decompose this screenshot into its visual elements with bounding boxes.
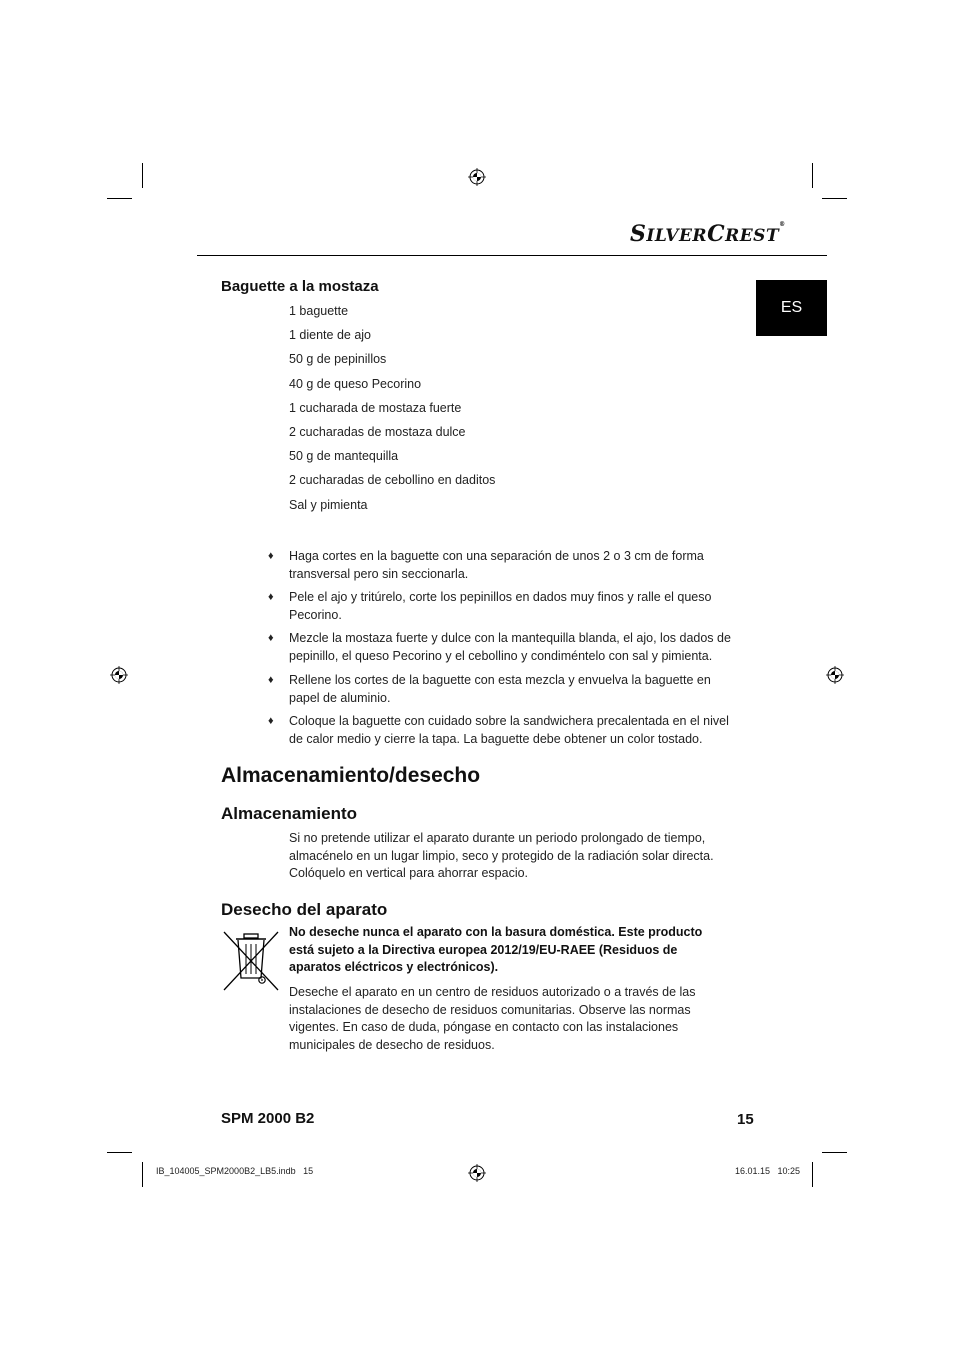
step-item (268, 548, 738, 583)
crop-mark (822, 198, 847, 199)
ingredient-item: 2 cucharadas de cebollino en daditos (289, 473, 496, 488)
ingredient-item: 40 g de queso Pecorino (289, 376, 422, 391)
ingredient-item: 1 cucharada de mostaza fuerte (289, 400, 462, 415)
registration-mark-icon (826, 666, 844, 684)
recipe-title: Baguette a la mostaza (221, 278, 379, 295)
bullet-icon: ♦ (268, 674, 274, 686)
bullet-icon: ♦ (268, 591, 274, 603)
ingredient-item: 1 baguette (289, 304, 349, 318)
language-tab: ES (756, 280, 827, 336)
slug-date: 16.01.15 10:25 (735, 1166, 801, 1176)
step-item (268, 672, 738, 707)
disposal-heading: Desecho del aparato (221, 900, 388, 919)
storage-heading: Almacenamiento (221, 804, 358, 823)
slug-file: IB_104005_SPM2000B2_LB5.indb 15 (156, 1166, 314, 1176)
crop-mark (822, 1152, 847, 1153)
page-number: 15 (737, 1111, 754, 1128)
registration-mark-icon (468, 168, 486, 186)
ingredient-item: 1 diente de ajo (289, 328, 372, 343)
crop-mark (107, 1152, 132, 1153)
step-item (268, 713, 738, 748)
step-text: Coloque la baguette con cuidado sobre la sandwichera precalentada en el nivel de calor medio y cierre la tapa. La baguette debe obtener un color tostado. (289, 714, 729, 746)
step-text: Pele el ajo y tritúrelo, corte los pepinillos en dados muy finos y ralle el queso Pecorino. (289, 590, 712, 622)
bullet-icon: ♦ (268, 632, 274, 644)
section-title: Almacenamiento/desecho (221, 764, 481, 787)
step-text: Mezcle la mostaza fuerte y dulce con la mantequilla blanda, el ajo, los dados de pepinillo, el queso Pecorino y el cebollino y condiméntelo con sal y pimienta. (289, 631, 731, 663)
bullet-icon: ♦ (268, 715, 274, 727)
ingredient-item: 50 g de pepinillos (289, 352, 387, 367)
bullet-icon: ♦ (268, 550, 274, 562)
disposal-text: Deseche el aparato en un centro de residuos autorizado o a través de las instalaciones de desecho de residuos comunitarias. Observe las normas vigentes. En caso de duda, póngase en contacto con las instalaciones municipales de desecho de residuos. (289, 985, 696, 1052)
registration-mark-icon (110, 666, 128, 684)
ingredient-item: 50 g de mantequilla (289, 449, 399, 464)
crop-mark (142, 163, 143, 188)
header-rule (197, 255, 827, 256)
model-number: SPM 2000 B2 (221, 1110, 315, 1127)
weee-bin-icon (222, 928, 280, 992)
crop-mark (142, 1162, 143, 1187)
ingredient-item: 2 cucharadas de mostaza dulce (289, 425, 466, 439)
crop-mark (812, 1162, 813, 1187)
step-text: Haga cortes en la baguette con una separación de unos 2 o 3 cm de forma transversal pero sin seccionarla. (289, 549, 704, 581)
disposal-warning: No deseche nunca el aparato con la basura doméstica. Este producto está sujeto a la Directiva europea 2012/19/EU-RAEE (Residuos de aparatos eléctricos y electrónicos). (289, 925, 703, 974)
storage-text: Si no pretende utilizar el aparato durante un periodo prolongado de tiempo, almacénelo en un lugar limpio, seco y protegido de la radiación solar directa. Colóquelo en vertical para ahorrar espacio. (289, 831, 714, 880)
brand-logo: SILVERCREST® (630, 221, 786, 247)
ingredient-item: Sal y pimienta (289, 497, 368, 512)
step-item (268, 630, 738, 665)
step-text: Rellene los cortes de la baguette con esta mezcla y envuelva la baguette en papel de aluminio. (289, 673, 711, 705)
crop-mark (812, 163, 813, 188)
step-item (268, 589, 738, 624)
registration-mark-icon (468, 1164, 486, 1182)
crop-mark (107, 198, 132, 199)
